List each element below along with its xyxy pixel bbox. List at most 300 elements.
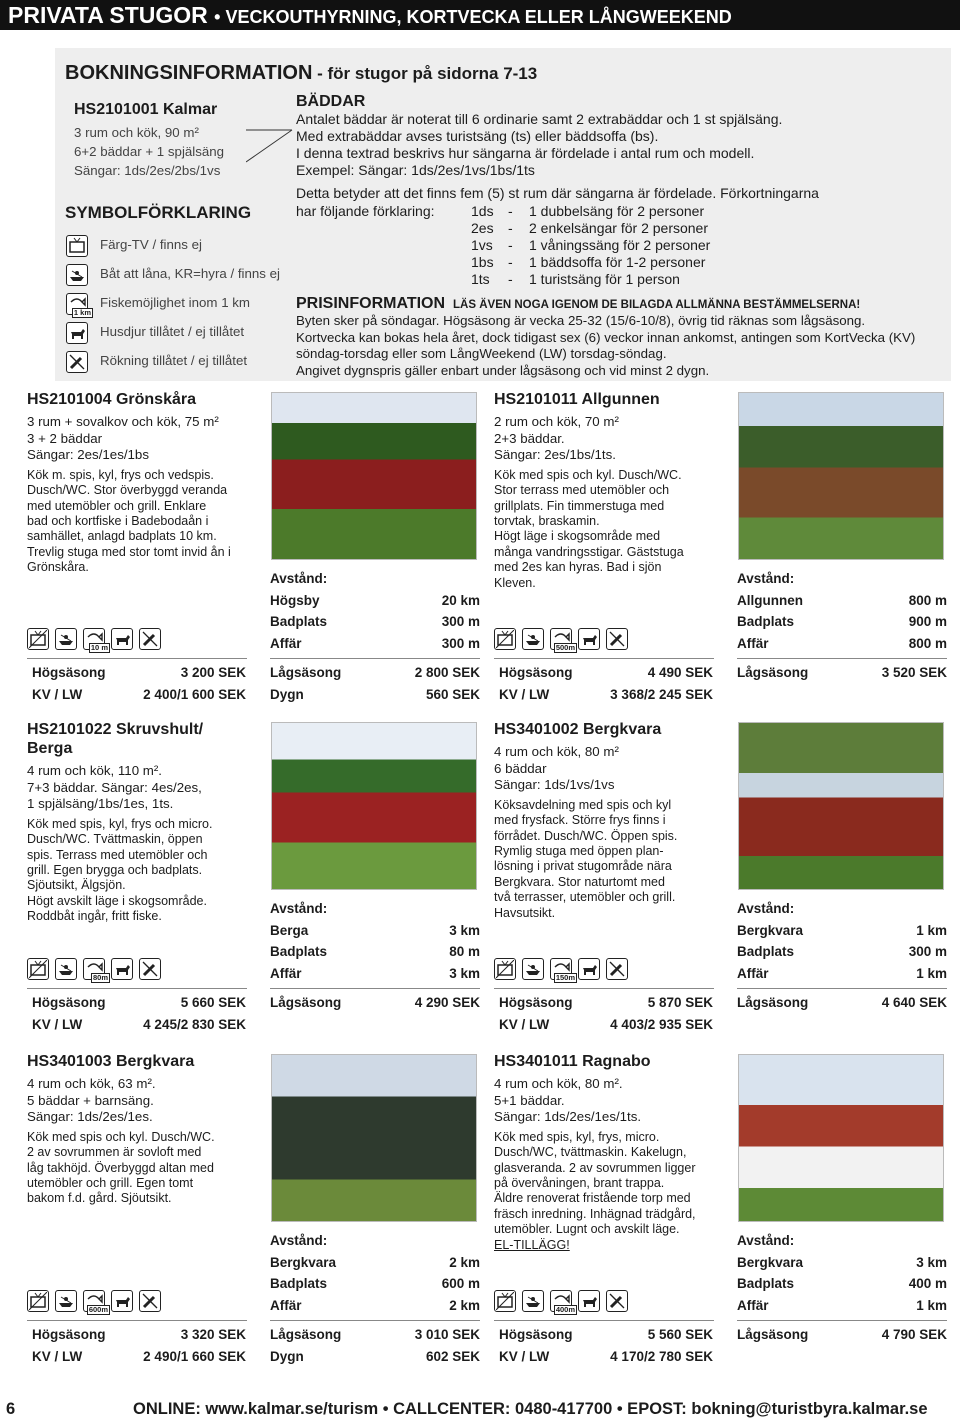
listing-bergkvara-1 bbox=[494, 720, 948, 1038]
distance-place: Allgunnen bbox=[737, 592, 803, 608]
symbol-list bbox=[66, 231, 296, 376]
price-value: 5 660 SEK bbox=[180, 995, 246, 1010]
booking-title-text: BOKNINGSINFORMATION bbox=[65, 62, 313, 84]
distance-heading bbox=[270, 568, 480, 590]
price-value: 2 400/1 600 SEK bbox=[143, 686, 246, 702]
smoking-icon bbox=[139, 958, 161, 980]
cottage-photo bbox=[271, 392, 477, 560]
distance-value: 1 km bbox=[916, 922, 947, 938]
listing-desc: låg takhöjd. Överbyggd altan med bbox=[27, 1160, 214, 1175]
page-header bbox=[0, 0, 960, 30]
price-season: KV / LW bbox=[32, 1016, 83, 1032]
legend-value: 1 våningssäng för 2 personer bbox=[529, 237, 711, 253]
cottage-photo bbox=[271, 1054, 477, 1222]
distance-place: Affär bbox=[270, 1298, 302, 1314]
smoking-icon bbox=[606, 958, 628, 980]
tv-icon bbox=[494, 1290, 516, 1312]
listing-spec: 5 bäddar + barnsäng. bbox=[27, 1092, 154, 1108]
distance-heading bbox=[270, 898, 480, 920]
distance-row bbox=[737, 1252, 947, 1274]
price-season: Högsäsong bbox=[499, 995, 573, 1010]
listing-bergkvara-2 bbox=[27, 1052, 480, 1370]
listing-desc: glasveranda. 2 av sovrummen ligger bbox=[494, 1160, 696, 1175]
listing-desc: Äldre renoverat fristående torp med bbox=[494, 1191, 691, 1206]
price-value: 4 640 SEK bbox=[881, 995, 947, 1010]
fish-distance-badge: 600m bbox=[88, 1305, 108, 1314]
price-value: 3 368/2 245 SEK bbox=[610, 686, 713, 702]
page-footer bbox=[0, 1396, 960, 1423]
price-season: Högsäsong bbox=[32, 665, 106, 680]
distance-place: Affär bbox=[270, 966, 302, 982]
price-season: KV / LW bbox=[499, 686, 550, 702]
listing-spec: 7+3 bäddar. Sängar: 4es/2es, bbox=[27, 779, 202, 795]
price-season: Lågsäsong bbox=[737, 665, 809, 680]
legend-value: 1 dubbelsäng för 2 personer bbox=[529, 203, 705, 219]
listing-desc: Kök med spis och kyl. Dusch/WC. bbox=[27, 1129, 215, 1144]
boat-icon bbox=[55, 1290, 77, 1312]
legend-dash: - bbox=[508, 254, 513, 270]
distance-place: Badplats bbox=[270, 1276, 328, 1292]
distance-place: Berga bbox=[270, 922, 309, 938]
cottage-photo bbox=[271, 722, 477, 890]
listing-desc: förrådet. Dusch/WC. Öppen spis. bbox=[494, 828, 678, 843]
fish-icon bbox=[550, 628, 575, 652]
distance-place: Affär bbox=[737, 636, 769, 652]
pointer-lines bbox=[246, 118, 294, 168]
legend-value: 1 bäddsoffa för 1-2 personer bbox=[529, 254, 706, 270]
amenity-icons bbox=[27, 958, 161, 980]
distance-row bbox=[270, 611, 480, 633]
listing-desc: Högt läge i skogsområde med bbox=[494, 529, 661, 544]
price-row bbox=[499, 662, 713, 684]
price-row bbox=[270, 684, 480, 706]
baddar-har: har följande förklaring: bbox=[296, 203, 435, 219]
distance-heading bbox=[737, 568, 947, 590]
price-value: 3 200 SEK bbox=[180, 665, 246, 680]
dog-icon bbox=[111, 958, 133, 980]
listing-desc: på övervåningen, brant trappa. bbox=[494, 1176, 665, 1190]
price-season: KV / LW bbox=[499, 1016, 550, 1032]
booking-subtitle: - för stugor på sidorna 7-13 bbox=[312, 64, 538, 83]
legend-key: 1vs bbox=[471, 237, 493, 253]
legend-dash: - bbox=[508, 203, 513, 219]
smoking-icon bbox=[66, 351, 88, 373]
listing-spec: Sängar: 1ds/1vs/1vs bbox=[494, 777, 615, 793]
symbol-item-fish bbox=[66, 289, 296, 318]
listing-ragnabo bbox=[494, 1052, 948, 1370]
baddar-detta: Detta betyder att det finns fem (5) st rum där sängarna är fördelade. Förkortningarna bbox=[296, 185, 819, 201]
listing-desc: Grönskåra. bbox=[27, 560, 89, 575]
listing-desc: EL-TILLÄGG! bbox=[494, 1237, 570, 1252]
distance-row bbox=[270, 1252, 480, 1274]
symbol-item-boat bbox=[66, 260, 296, 289]
fish-distance-badge: 10 m bbox=[90, 643, 108, 652]
listing-desc: Dusch/WC. Stor överbyggd veranda bbox=[27, 483, 228, 498]
price-row bbox=[270, 1324, 480, 1346]
symbol-label: Färg-TV / finns ej bbox=[100, 237, 202, 253]
smoking-icon bbox=[139, 628, 161, 650]
amenity-icons bbox=[494, 628, 628, 650]
listing-desc: Stor terrass med utemöbler och bbox=[494, 483, 670, 498]
example-name: HS2101001 Kalmar bbox=[74, 101, 218, 118]
fish-icon bbox=[550, 1290, 575, 1314]
distance-value: 600 m bbox=[441, 1276, 480, 1292]
legend-dash: - bbox=[508, 271, 513, 287]
price-season: Dygn bbox=[270, 1348, 304, 1364]
distance-label: Avstånd: bbox=[270, 1233, 328, 1248]
baddar-line: Antalet bäddar är noterat till 6 ordinarie samt 2 extrabäddar och 1 st spjälsäng. bbox=[296, 111, 783, 127]
price-row bbox=[499, 1346, 713, 1368]
listing-title: HS3401003 Bergkvara bbox=[27, 1053, 195, 1070]
listing-desc: utemöbler. Lugnt och avskilt läge. bbox=[494, 1222, 680, 1237]
listing-desc: utemöbler och grill. Egen tomt bbox=[27, 1176, 194, 1190]
dog-icon bbox=[111, 628, 133, 650]
distance-row bbox=[737, 963, 947, 985]
listing-spec: 4 rum och kök, 63 m². bbox=[27, 1076, 156, 1091]
price-value: 4 170/2 780 SEK bbox=[610, 1348, 713, 1364]
cottage-photo bbox=[738, 392, 944, 560]
distance-row bbox=[270, 633, 480, 655]
legend-value: 1 turistsäng för 1 person bbox=[529, 271, 680, 287]
fish-distance-badge: 1 km bbox=[73, 307, 91, 317]
fish-icon bbox=[550, 958, 575, 982]
listing-title: HS3401002 Bergkvara bbox=[494, 721, 662, 738]
amenity-icons bbox=[494, 958, 628, 980]
amenity-icons bbox=[494, 1290, 628, 1312]
distance-value: 3 km bbox=[449, 922, 480, 938]
price-season: Lågsäsong bbox=[270, 665, 342, 680]
price-value: 602 SEK bbox=[425, 1348, 480, 1364]
amenity-icons bbox=[27, 628, 161, 650]
listing-desc: grill. Egen brygga och badplats. bbox=[27, 863, 203, 877]
price-row bbox=[32, 662, 246, 684]
booking-title bbox=[65, 62, 537, 85]
distance-label: Avstånd: bbox=[270, 901, 328, 916]
bed-legend bbox=[471, 203, 771, 288]
price-value: 4 245/2 830 SEK bbox=[143, 1016, 246, 1032]
distance-value: 800 m bbox=[908, 592, 947, 608]
price-row bbox=[499, 992, 713, 1014]
listing-spec: 2+3 bäddar. bbox=[494, 430, 565, 446]
distance-value: 900 m bbox=[908, 614, 947, 630]
tv-icon bbox=[27, 958, 49, 980]
price-season: KV / LW bbox=[499, 1348, 550, 1364]
example-rooms: 3 rum och kök, 90 m² bbox=[74, 125, 199, 140]
distance-place: Högsby bbox=[270, 592, 320, 608]
smoking-icon bbox=[606, 628, 628, 650]
distance-row bbox=[270, 963, 480, 985]
dog-icon bbox=[578, 958, 600, 980]
distance-row bbox=[737, 941, 947, 963]
boat-icon bbox=[522, 958, 544, 980]
listing-desc: med frysfack. Större frys finns i bbox=[494, 813, 666, 828]
dog-icon bbox=[578, 1290, 600, 1312]
legend-dash: - bbox=[508, 220, 513, 236]
distance-place: Affär bbox=[270, 636, 302, 652]
distance-place: Affär bbox=[737, 966, 769, 982]
price-value: 560 SEK bbox=[425, 686, 480, 702]
price-season: Lågsäsong bbox=[737, 995, 809, 1010]
boat-icon bbox=[55, 958, 77, 980]
distance-row bbox=[270, 920, 480, 942]
listing-desc: Kök med spis, kyl, frys, micro. bbox=[494, 1129, 660, 1144]
cottage-photo bbox=[738, 1054, 944, 1222]
distance-place: Badplats bbox=[270, 944, 328, 960]
baddar-line: Med extrabäddar avses turistsäng (ts) eller bäddsoffa (bs). bbox=[296, 128, 659, 144]
distance-row bbox=[737, 590, 947, 612]
distance-value: 1 km bbox=[916, 1298, 947, 1314]
distance-label: Avstånd: bbox=[737, 1233, 795, 1248]
boat-icon bbox=[522, 628, 544, 650]
price-row bbox=[32, 1324, 246, 1346]
symbol-label: Fiskemöjlighet inom 1 km bbox=[100, 295, 251, 311]
distance-value: 300 m bbox=[441, 636, 480, 652]
fish-icon bbox=[83, 628, 108, 652]
tv-icon bbox=[66, 235, 88, 257]
listing-title: HS3401011 Ragnabo bbox=[494, 1053, 651, 1070]
listing-desc: många vandringsstigar. Gäststuga bbox=[494, 544, 684, 559]
price-season: KV / LW bbox=[32, 686, 83, 702]
legend-row bbox=[471, 237, 771, 254]
distance-place: Badplats bbox=[737, 1276, 795, 1292]
smoking-icon bbox=[606, 1290, 628, 1312]
page-number: 6 bbox=[6, 1400, 16, 1418]
listing-desc: Havsutsikt. bbox=[494, 905, 556, 920]
distance-value: 2 km bbox=[449, 1254, 480, 1270]
boat-icon bbox=[66, 264, 88, 286]
listing-desc: med utemöbler och grill. Enklare bbox=[27, 498, 207, 513]
price-value: 4 403/2 935 SEK bbox=[610, 1016, 713, 1032]
price-value: 3 520 SEK bbox=[881, 665, 947, 680]
distance-value: 3 km bbox=[449, 966, 480, 982]
distance-value: 2 km bbox=[449, 1298, 480, 1314]
dog-icon bbox=[111, 1290, 133, 1312]
price-value: 3 320 SEK bbox=[180, 1327, 246, 1342]
price-value: 4 290 SEK bbox=[414, 995, 480, 1010]
symbol-label: Rökning tillåtet / ej tillåtet bbox=[100, 353, 248, 369]
pris-note: LÄS ÄVEN NOGA IGENOM DE BILAGDA ALLMÄNNA BESTÄMMELSERNA! bbox=[453, 299, 861, 311]
listing-spec: 4 rum och kök, 80 m². bbox=[494, 1076, 623, 1091]
symbol-item-tv bbox=[66, 231, 296, 260]
price-row bbox=[32, 684, 246, 706]
distance-row bbox=[270, 941, 480, 963]
listing-title-2: Berga bbox=[27, 740, 73, 757]
distance-label: Avstånd: bbox=[270, 571, 328, 586]
price-row bbox=[737, 1324, 947, 1346]
fish-distance-badge: 500m bbox=[555, 643, 575, 652]
legend-row bbox=[471, 220, 771, 237]
legend-key: 1bs bbox=[471, 254, 494, 270]
distance-value: 1 km bbox=[916, 966, 947, 982]
symbol-label: Husdjur tillåtet / ej tillåtet bbox=[100, 324, 245, 340]
listing-spec: 5+1 bäddar. bbox=[494, 1092, 565, 1108]
boat-icon bbox=[522, 1290, 544, 1312]
listing-title: HS2101004 Grönskåra bbox=[27, 391, 196, 408]
listing-desc: Kleven. bbox=[494, 575, 536, 590]
pris-section bbox=[296, 294, 946, 379]
distance-row bbox=[270, 590, 480, 612]
listing-desc: Kök m. spis, kyl, frys och vedspis. bbox=[27, 467, 214, 482]
symbol-item-smoking bbox=[66, 347, 296, 376]
price-row bbox=[737, 662, 947, 684]
price-row bbox=[499, 684, 713, 706]
legend-value: 2 enkelsängar för 2 personer bbox=[529, 220, 708, 236]
distance-value: 20 km bbox=[441, 592, 480, 608]
fish-distance-badge: 150m bbox=[555, 973, 575, 982]
boat-icon bbox=[55, 628, 77, 650]
fish-icon bbox=[83, 958, 108, 982]
price-season: Högsäsong bbox=[499, 1327, 573, 1342]
price-row bbox=[32, 1346, 246, 1368]
price-row bbox=[32, 992, 246, 1014]
distance-heading bbox=[737, 1230, 947, 1252]
listing-desc: Kök med spis och kyl. Dusch/WC. bbox=[494, 467, 682, 482]
distance-value: 300 m bbox=[441, 614, 480, 630]
price-row bbox=[737, 992, 947, 1014]
footer-contact: ONLINE: www.kalmar.se/turism • CALLCENTER: 0480-417700 • EPOST: bokning@turistbyra.kalmar.se bbox=[133, 1400, 928, 1418]
distance-value: 400 m bbox=[908, 1276, 947, 1292]
price-value: 4 490 SEK bbox=[647, 665, 713, 680]
tv-icon bbox=[494, 628, 516, 650]
price-season: Lågsäsong bbox=[270, 1327, 342, 1342]
listing-desc: bad och kortfiske i Badebodaån i bbox=[27, 514, 209, 528]
listing-desc: Bergkvara. Stor naturtomt med bbox=[494, 874, 665, 889]
distance-value: 80 m bbox=[449, 944, 480, 960]
price-season: Dygn bbox=[270, 686, 304, 702]
price-row bbox=[270, 662, 480, 684]
distance-place: Badplats bbox=[737, 944, 795, 960]
distance-value: 3 km bbox=[916, 1254, 947, 1270]
baddar-section bbox=[296, 92, 946, 202]
price-season: Lågsäsong bbox=[270, 995, 342, 1010]
price-value: 4 790 SEK bbox=[881, 1327, 947, 1342]
dog-icon bbox=[578, 628, 600, 650]
listing-spec: 4 rum och kök, 110 m². bbox=[27, 763, 162, 778]
distance-row bbox=[737, 633, 947, 655]
price-value: 2 800 SEK bbox=[414, 665, 480, 680]
listing-desc: Trevlig stuga med stor tomt invid ån i bbox=[27, 544, 231, 559]
distance-row bbox=[737, 1273, 947, 1295]
listing-desc: Dusch/WC, tvättmaskin. Kakelugn, bbox=[494, 1145, 687, 1160]
listing-desc: bakom f.d. gård. Sjöutsikt. bbox=[27, 1191, 172, 1206]
pris-line: Kortvecka kan bokas hela året, dock tidigast sex (6) veckor innan ankomst, antingen som KortVecka (KV) bbox=[296, 329, 916, 345]
pris-title: PRISINFORMATION bbox=[296, 295, 446, 312]
listing-desc: spis. Terrass med utemöbler och bbox=[27, 847, 208, 862]
symbols-title: SYMBOLFÖRKLARING bbox=[65, 203, 252, 222]
distance-row bbox=[737, 1295, 947, 1317]
listing-spec: Sängar: 1ds/2es/1es/1ts. bbox=[494, 1109, 642, 1125]
tv-icon bbox=[27, 628, 49, 650]
legend-row bbox=[471, 254, 771, 271]
listing-title: HS2101011 Allgunnen bbox=[494, 391, 660, 408]
listing-desc: lösning i privat stugområde nära bbox=[494, 859, 672, 874]
legend-key: 2es bbox=[471, 220, 494, 236]
price-season: Högsäsong bbox=[32, 995, 106, 1010]
listing-desc: Roddbåt ingår, fritt fiske. bbox=[27, 909, 162, 924]
listing-desc: torvtak, braskamin. bbox=[494, 514, 600, 528]
distance-place: Affär bbox=[737, 1298, 769, 1314]
price-row bbox=[270, 1346, 480, 1368]
pris-line: söndag-torsdag eller som LångWeekend (LW) torsdag-söndag. bbox=[296, 346, 667, 362]
listing-desc: med 2es kan hyras. Bad i sjön bbox=[494, 560, 662, 575]
listing-allgunnen bbox=[494, 390, 948, 708]
listing-desc: 2 av sovrummen är sovloft med bbox=[27, 1145, 202, 1160]
header-title: PRIVATA STUGOR bbox=[8, 2, 208, 28]
distance-value: 800 m bbox=[908, 636, 947, 652]
tv-icon bbox=[494, 958, 516, 980]
listing-spec: 6 bäddar bbox=[494, 760, 547, 776]
distance-place: Badplats bbox=[737, 614, 795, 630]
listing-desc: Köksavdelning med spis och kyl bbox=[494, 797, 672, 812]
cottage-photo bbox=[738, 722, 944, 890]
example-sangar: Sängar: 1ds/2es/2bs/1vs bbox=[74, 163, 221, 178]
fish-icon bbox=[66, 293, 91, 317]
pris-line: Byten sker på söndagar. Högsäsong är vecka 25-32 (15/6-10/8), övrig tid räknas som lågsäsong. bbox=[296, 313, 866, 328]
listing-spec: 2 rum och kök, 70 m² bbox=[494, 414, 619, 429]
legend-row bbox=[471, 203, 771, 220]
listing-desc: Högt avskilt läge i skogsområde. bbox=[27, 893, 207, 908]
legend-key: 1ds bbox=[471, 203, 494, 219]
fish-distance-badge: 400m bbox=[555, 1305, 575, 1314]
distance-row bbox=[270, 1273, 480, 1295]
fish-distance-badge: 80m bbox=[92, 973, 108, 982]
header-subtitle: • VECKOUTHYRNING, KORTVECKA ELLER LÅNGWEEKEND bbox=[214, 7, 732, 27]
distance-heading bbox=[270, 1230, 480, 1252]
listing-spec: Sängar: 1ds/2es/1es. bbox=[27, 1109, 153, 1125]
price-season: Högsäsong bbox=[499, 665, 573, 680]
listing-title: HS2101022 Skruvshult/ bbox=[27, 721, 204, 738]
price-value: 5 870 SEK bbox=[647, 995, 713, 1010]
example-beds: 6+2 bäddar + 1 spjälsäng bbox=[74, 144, 225, 159]
listing-desc: Kök med spis, kyl, frys och micro. bbox=[27, 816, 213, 831]
listing-gronskara bbox=[27, 390, 480, 708]
baddar-line: Exempel: Sängar: 1ds/2es/1vs/1bs/1ts bbox=[296, 162, 535, 178]
listing-spec: 1 spjälsäng/1bs/1es, 1ts. bbox=[27, 796, 174, 812]
listing-skruvshult bbox=[27, 720, 480, 1038]
listing-spec: 3 + 2 bäddar bbox=[27, 430, 103, 446]
distance-heading bbox=[737, 898, 947, 920]
symbol-label: Båt att låna, KR=hyra / finns ej bbox=[100, 266, 280, 282]
listing-spec: 4 rum och kök, 80 m² bbox=[494, 744, 619, 759]
listing-desc: Sjöutsikt, Älgsjön. bbox=[27, 878, 126, 893]
distance-value: 300 m bbox=[908, 944, 947, 960]
legend-key: 1ts bbox=[471, 271, 490, 287]
baddar-title: BÄDDAR bbox=[296, 93, 366, 110]
legend-row bbox=[471, 271, 771, 288]
listing-desc: Dusch/WC. Tvättmaskin, öppen bbox=[27, 832, 203, 847]
price-season: Högsäsong bbox=[32, 1327, 106, 1342]
price-row bbox=[32, 1014, 246, 1036]
price-row bbox=[270, 992, 480, 1014]
listing-desc: samhället, anlagd badplats 10 km. bbox=[27, 529, 217, 544]
distance-row bbox=[737, 611, 947, 633]
listing-spec: Sängar: 2es/1bs/1ts. bbox=[494, 447, 616, 463]
listing-desc: Rymlig stuga med öppen plan- bbox=[494, 844, 664, 858]
legend-dash: - bbox=[508, 237, 513, 253]
price-season: Lågsäsong bbox=[737, 1327, 809, 1342]
distance-place: Bergkvara bbox=[270, 1254, 337, 1270]
price-row bbox=[499, 1324, 713, 1346]
distance-place: Bergkvara bbox=[737, 922, 804, 938]
distance-row bbox=[270, 1295, 480, 1317]
distance-label: Avstånd: bbox=[737, 571, 795, 586]
fish-icon bbox=[83, 1290, 108, 1314]
distance-place: Badplats bbox=[270, 614, 328, 630]
listing-desc: grillplats. Fin timmerstuga med bbox=[494, 498, 665, 513]
pris-line: Angivet dygnspris gäller enbart under lågsäsong och vid minst 2 dygn. bbox=[296, 362, 710, 378]
listing-spec: Sängar: 2es/1es/1bs bbox=[27, 447, 149, 463]
price-value: 2 490/1 660 SEK bbox=[143, 1348, 246, 1364]
